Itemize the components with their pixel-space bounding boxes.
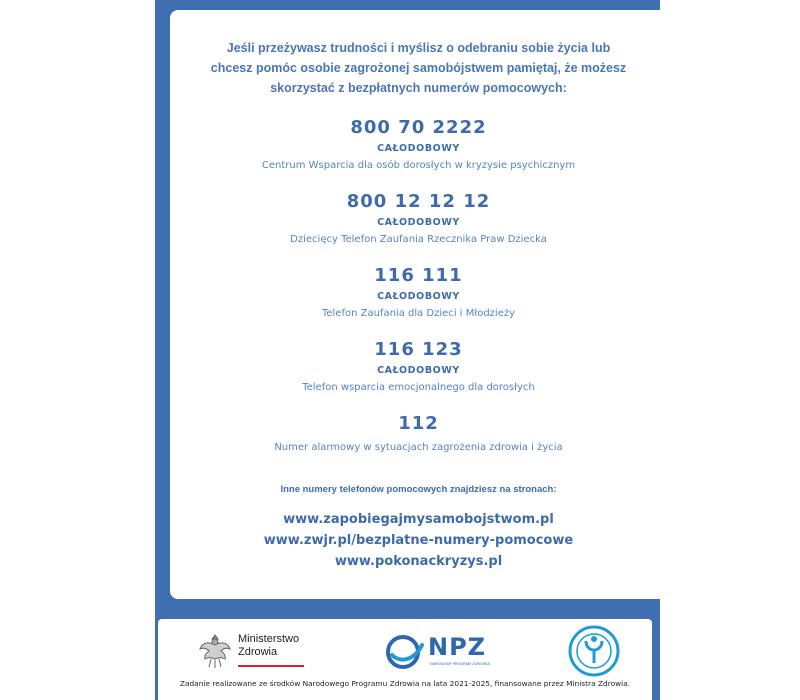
hotline-card bbox=[170, 10, 667, 599]
intro-text bbox=[209, 38, 629, 98]
ministry-logo bbox=[198, 631, 308, 671]
phone-number[interactable]: 116 111 bbox=[374, 265, 463, 286]
hotline-description: Telefon wsparcia emocjonalnego dla dorosłych bbox=[302, 382, 535, 393]
footer-logos bbox=[158, 619, 652, 700]
hotline-item bbox=[170, 339, 667, 394]
website-link[interactable]: www.pokonackryzys.pl bbox=[334, 554, 503, 569]
hotline-description: Dziecięcy Telefon Zaufania Rzecznika Praw Dziecka bbox=[290, 234, 547, 245]
intro-line: chcesz pomóc osobie zagrożonej samobójstwem pamiętaj, że możesz bbox=[210, 61, 627, 75]
eagle-emblem-icon bbox=[198, 631, 232, 671]
npz-subtitle: NARODOWY PROGRAM ZDROWIA bbox=[430, 662, 490, 666]
hotline-description: Telefon Zaufania dla Dzieci i Młodzieży bbox=[321, 308, 516, 319]
ministry-name-line: Ministerstwo bbox=[238, 633, 300, 645]
availability-label: CAŁODOBOWY bbox=[377, 217, 460, 228]
phone-number[interactable]: 112 bbox=[398, 413, 439, 434]
npz-swoosh-icon bbox=[384, 633, 426, 671]
ministry-name bbox=[238, 633, 299, 659]
intro-line: Jeśli przeżywasz trudności i myślisz o odebraniu sobie życia lub bbox=[226, 41, 611, 55]
more-info-text: Inne numery telefonów pomocowych znajdziesz na stronach: bbox=[280, 484, 557, 495]
phone-number[interactable]: 800 70 2222 bbox=[350, 117, 487, 138]
hotline-description: Numer alarmowy w sytuacjach zagrożenia zdrowia i życia bbox=[274, 442, 563, 453]
funding-note: Zadanie realizowane ze środków Narodowego Programu Zdrowia na lata 2021-2025, finansowane przez Ministra Zdrowia. bbox=[179, 679, 631, 688]
link-list bbox=[170, 509, 667, 572]
phone-number[interactable]: 116 123 bbox=[374, 339, 463, 360]
hotline-item bbox=[170, 191, 667, 246]
npz-logo bbox=[384, 631, 494, 673]
website-link[interactable]: www.zapobiegajmysamobojstwom.pl bbox=[283, 512, 554, 527]
flag-stripe bbox=[238, 665, 304, 667]
intro-line: skorzystać z bezpłatnych numerów pomocowych: bbox=[270, 81, 567, 95]
hotline-description: Centrum Wsparcia dla osób dorosłych w kryzysie psychicznym bbox=[261, 160, 576, 171]
hotline-item bbox=[170, 413, 667, 454]
npz-wordmark: NPZ bbox=[428, 633, 487, 661]
availability-label: CAŁODOBOWY bbox=[377, 365, 460, 376]
website-link[interactable]: www.zwjr.pl/bezplatne-numery-pomocowe bbox=[263, 533, 574, 548]
phone-number[interactable]: 800 12 12 12 bbox=[346, 191, 491, 212]
availability-label: CAŁODOBOWY bbox=[377, 143, 460, 154]
availability-label: CAŁODOBOWY bbox=[377, 291, 460, 302]
institute-seal-icon bbox=[568, 625, 620, 677]
hotline-item bbox=[170, 117, 667, 172]
hotline-item bbox=[170, 265, 667, 320]
ministry-name-line: Zdrowia bbox=[238, 646, 278, 658]
